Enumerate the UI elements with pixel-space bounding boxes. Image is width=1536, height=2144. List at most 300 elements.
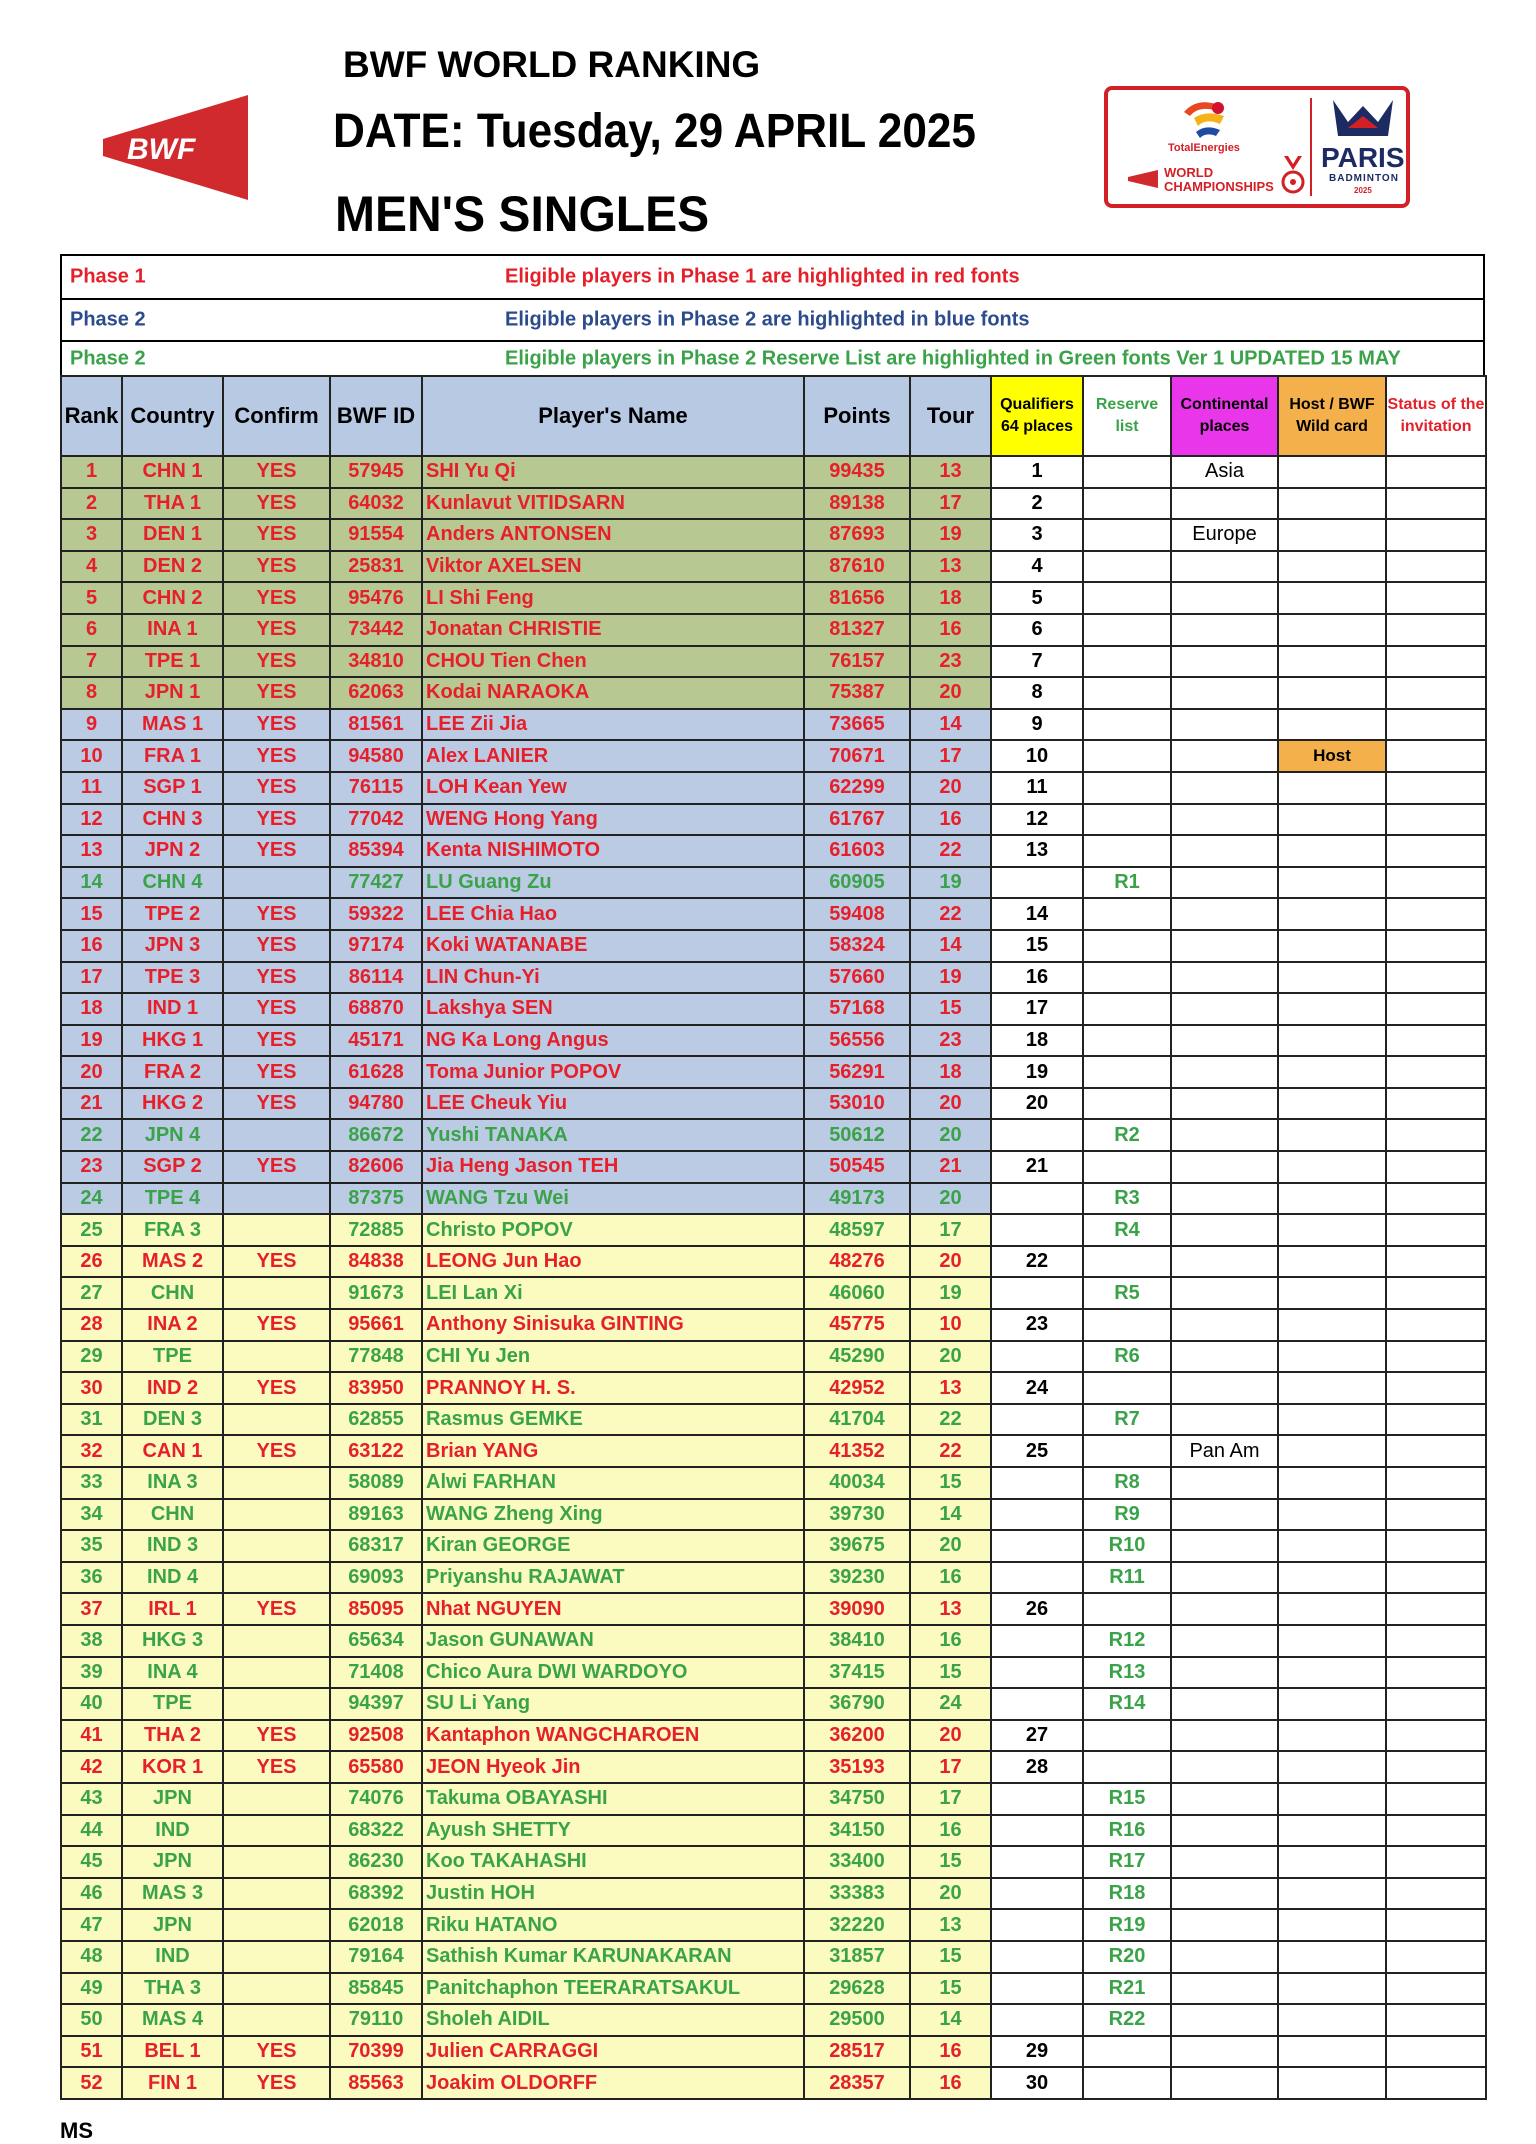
qualifier-place-cell <box>991 1277 1083 1309</box>
tour-cell: 10 <box>910 1309 991 1341</box>
host-wildcard-cell <box>1278 898 1386 930</box>
status-cell <box>1386 1530 1486 1562</box>
continental-place-cell <box>1171 898 1278 930</box>
country-cell: MAS 4 <box>122 2004 223 2036</box>
rank-cell: 41 <box>61 1720 122 1752</box>
qualifier-place-cell: 16 <box>991 962 1083 994</box>
confirm-cell <box>223 1657 330 1689</box>
tour-cell: 15 <box>910 1467 991 1499</box>
player-name-cell: Rasmus GEMKE <box>422 1404 804 1436</box>
table-row <box>61 1657 1486 1689</box>
host-wildcard-cell <box>1278 1562 1386 1594</box>
rank-cell: 39 <box>61 1657 122 1689</box>
table-row <box>61 1183 1486 1215</box>
host-wildcard-cell <box>1278 1151 1386 1183</box>
tour-cell: 16 <box>910 804 991 836</box>
qualifier-place-cell <box>991 867 1083 899</box>
reserve-place-cell <box>1083 551 1171 583</box>
championships-line1: WORLD <box>1164 165 1214 180</box>
country-cell: MAS 2 <box>122 1246 223 1278</box>
country-cell: THA 2 <box>122 1720 223 1752</box>
reserve-place-cell: R3 <box>1083 1183 1171 1215</box>
rank-cell: 17 <box>61 962 122 994</box>
tour-cell: 20 <box>910 1530 991 1562</box>
sport-name: BADMINTON <box>1329 173 1399 184</box>
host-wildcard-cell: Host <box>1278 740 1386 772</box>
rank-cell: 21 <box>61 1088 122 1120</box>
continental-place-cell <box>1171 1909 1278 1941</box>
status-cell <box>1386 993 1486 1025</box>
tour-cell: 24 <box>910 1688 991 1720</box>
host-wildcard-cell <box>1278 456 1386 488</box>
tour-cell: 22 <box>910 1404 991 1436</box>
host-wildcard-cell <box>1278 677 1386 709</box>
host-wildcard-cell <box>1278 930 1386 962</box>
qualifier-place-cell: 6 <box>991 614 1083 646</box>
player-name-cell: Christo POPOV <box>422 1214 804 1246</box>
bwf-id-cell: 70399 <box>330 2036 422 2068</box>
tour-cell: 19 <box>910 962 991 994</box>
bwf-id-cell: 82606 <box>330 1151 422 1183</box>
bwf-id-cell: 81561 <box>330 709 422 741</box>
status-cell <box>1386 1815 1486 1847</box>
reserve-place-cell <box>1083 930 1171 962</box>
country-cell: HKG 3 <box>122 1625 223 1657</box>
reserve-place-cell: R20 <box>1083 1941 1171 1973</box>
qualifier-place-cell <box>991 1973 1083 2005</box>
reserve-place-cell: R9 <box>1083 1499 1171 1531</box>
points-cell: 48276 <box>804 1246 910 1278</box>
host-wildcard-cell <box>1278 1846 1386 1878</box>
continental-place-cell <box>1171 930 1278 962</box>
col-player-name: Player's Name <box>422 376 804 456</box>
qualifier-place-cell: 27 <box>991 1720 1083 1752</box>
player-name-cell: Brian YANG <box>422 1435 804 1467</box>
player-name-cell: Justin HOH <box>422 1878 804 1910</box>
country-cell: SGP 2 <box>122 1151 223 1183</box>
championships-logo <box>1104 86 1410 208</box>
table-row <box>61 1404 1486 1436</box>
reserve-place-cell: R4 <box>1083 1214 1171 1246</box>
continental-place-cell <box>1171 1720 1278 1752</box>
host-wildcard-cell <box>1278 1088 1386 1120</box>
reserve-place-cell <box>1083 646 1171 678</box>
confirm-cell <box>223 867 330 899</box>
continental-place-cell <box>1171 1056 1278 1088</box>
reserve-place-cell <box>1083 582 1171 614</box>
bwf-id-cell: 68322 <box>330 1815 422 1847</box>
host-wildcard-cell <box>1278 1435 1386 1467</box>
table-row <box>61 646 1486 678</box>
points-cell: 59408 <box>804 898 910 930</box>
bwf-id-cell: 85563 <box>330 2067 422 2099</box>
qualifier-place-cell <box>991 1688 1083 1720</box>
reserve-place-cell <box>1083 614 1171 646</box>
rank-cell: 23 <box>61 1151 122 1183</box>
points-cell: 61603 <box>804 835 910 867</box>
bwf-id-cell: 92508 <box>330 1720 422 1752</box>
continental-place-cell <box>1171 1151 1278 1183</box>
confirm-cell: YES <box>223 962 330 994</box>
country-cell: DEN 3 <box>122 1404 223 1436</box>
confirm-cell: YES <box>223 1151 330 1183</box>
qualifier-place-cell: 4 <box>991 551 1083 583</box>
rank-cell: 48 <box>61 1941 122 1973</box>
points-cell: 31857 <box>804 1941 910 1973</box>
country-cell: INA 3 <box>122 1467 223 1499</box>
bwf-id-cell: 91673 <box>330 1277 422 1309</box>
table-row <box>61 1783 1486 1815</box>
table-row <box>61 1815 1486 1847</box>
continental-place-cell <box>1171 582 1278 614</box>
rank-cell: 50 <box>61 2004 122 2036</box>
tour-cell: 15 <box>910 1657 991 1689</box>
continental-place-cell <box>1171 804 1278 836</box>
reserve-place-cell: R5 <box>1083 1277 1171 1309</box>
continental-place-cell <box>1171 993 1278 1025</box>
continental-place-cell <box>1171 1783 1278 1815</box>
country-cell: JPN 4 <box>122 1119 223 1151</box>
reserve-place-cell <box>1083 1720 1171 1752</box>
country-cell: INA 2 <box>122 1309 223 1341</box>
table-row <box>61 1214 1486 1246</box>
country-cell: INA 4 <box>122 1657 223 1689</box>
points-cell: 39675 <box>804 1530 910 1562</box>
phase1-banner <box>60 254 1485 300</box>
player-name-cell: LEI Lan Xi <box>422 1277 804 1309</box>
player-name-cell: Kantaphon WANGCHAROEN <box>422 1720 804 1752</box>
table-row <box>61 709 1486 741</box>
table-row <box>61 582 1486 614</box>
status-cell <box>1386 772 1486 804</box>
confirm-cell: YES <box>223 1720 330 1752</box>
confirm-cell <box>223 1530 330 1562</box>
host-wildcard-cell <box>1278 582 1386 614</box>
qualifier-place-cell: 24 <box>991 1372 1083 1404</box>
status-cell <box>1386 1277 1486 1309</box>
rank-cell: 42 <box>61 1751 122 1783</box>
table-row <box>61 1846 1486 1878</box>
status-cell <box>1386 709 1486 741</box>
player-name-cell: WENG Hong Yang <box>422 804 804 836</box>
confirm-cell: YES <box>223 1751 330 1783</box>
confirm-cell <box>223 1688 330 1720</box>
country-cell: IND 3 <box>122 1530 223 1562</box>
reserve-place-cell <box>1083 1151 1171 1183</box>
rank-cell: 10 <box>61 740 122 772</box>
qualifier-place-cell: 26 <box>991 1593 1083 1625</box>
player-name-cell: Chico Aura DWI WARDOYO <box>422 1657 804 1689</box>
country-cell: IND <box>122 1815 223 1847</box>
table-row <box>61 1909 1486 1941</box>
player-name-cell: Jia Heng Jason TEH <box>422 1151 804 1183</box>
qualifier-place-cell: 11 <box>991 772 1083 804</box>
country-cell: DEN 1 <box>122 519 223 551</box>
bwf-id-cell: 91554 <box>330 519 422 551</box>
points-cell: 57660 <box>804 962 910 994</box>
points-cell: 46060 <box>804 1277 910 1309</box>
reserve-place-cell <box>1083 1751 1171 1783</box>
table-row <box>61 804 1486 836</box>
points-cell: 62299 <box>804 772 910 804</box>
host-wildcard-cell <box>1278 1941 1386 1973</box>
player-name-cell: Toma Junior POPOV <box>422 1056 804 1088</box>
rank-cell: 16 <box>61 930 122 962</box>
table-row <box>61 1246 1486 1278</box>
country-cell: JPN <box>122 1846 223 1878</box>
points-cell: 32220 <box>804 1909 910 1941</box>
confirm-cell <box>223 1909 330 1941</box>
bwf-id-cell: 83950 <box>330 1372 422 1404</box>
tour-cell: 22 <box>910 1435 991 1467</box>
confirm-cell: YES <box>223 1025 330 1057</box>
confirm-cell: YES <box>223 677 330 709</box>
status-cell <box>1386 551 1486 583</box>
points-cell: 87610 <box>804 551 910 583</box>
rank-cell: 37 <box>61 1593 122 1625</box>
qualifier-place-cell: 9 <box>991 709 1083 741</box>
continental-place-cell <box>1171 1341 1278 1373</box>
points-cell: 35193 <box>804 1751 910 1783</box>
rank-cell: 27 <box>61 1277 122 1309</box>
host-wildcard-cell <box>1278 1657 1386 1689</box>
confirm-cell <box>223 1878 330 1910</box>
country-cell: FRA 3 <box>122 1214 223 1246</box>
medal-icon <box>1278 156 1308 196</box>
table-row <box>61 740 1486 772</box>
table-row <box>61 993 1486 1025</box>
bwf-id-cell: 61628 <box>330 1056 422 1088</box>
status-cell <box>1386 519 1486 551</box>
col-status: Status of the invitation <box>1386 376 1486 456</box>
qualifier-place-cell: 8 <box>991 677 1083 709</box>
bwf-id-cell: 94780 <box>330 1088 422 1120</box>
reserve-place-cell <box>1083 488 1171 520</box>
rank-cell: 2 <box>61 488 122 520</box>
continental-place-cell <box>1171 1973 1278 2005</box>
player-name-cell: Ayush SHETTY <box>422 1815 804 1847</box>
bwf-id-cell: 79164 <box>330 1941 422 1973</box>
bwf-id-cell: 77427 <box>330 867 422 899</box>
tour-cell: 15 <box>910 1941 991 1973</box>
rank-cell: 45 <box>61 1846 122 1878</box>
status-cell <box>1386 1562 1486 1594</box>
table-row <box>61 1467 1486 1499</box>
tour-cell: 20 <box>910 1183 991 1215</box>
bwf-id-cell: 85394 <box>330 835 422 867</box>
rank-cell: 29 <box>61 1341 122 1373</box>
points-cell: 75387 <box>804 677 910 709</box>
player-name-cell: LI Shi Feng <box>422 582 804 614</box>
status-cell <box>1386 1720 1486 1752</box>
country-cell: MAS 1 <box>122 709 223 741</box>
tour-cell: 22 <box>910 898 991 930</box>
bwf-id-cell: 74076 <box>330 1783 422 1815</box>
qualifier-place-cell: 13 <box>991 835 1083 867</box>
rank-cell: 5 <box>61 582 122 614</box>
rank-cell: 12 <box>61 804 122 836</box>
bwf-id-cell: 79110 <box>330 2004 422 2036</box>
host-wildcard-cell <box>1278 1530 1386 1562</box>
tour-cell: 22 <box>910 835 991 867</box>
country-cell: INA 1 <box>122 614 223 646</box>
reserve-place-cell: R17 <box>1083 1846 1171 1878</box>
points-cell: 34750 <box>804 1783 910 1815</box>
confirm-cell: YES <box>223 835 330 867</box>
reserve-place-cell <box>1083 456 1171 488</box>
confirm-cell: YES <box>223 614 330 646</box>
reserve-place-cell <box>1083 835 1171 867</box>
host-wildcard-cell <box>1278 867 1386 899</box>
continental-place-cell <box>1171 646 1278 678</box>
bwf-id-cell: 57945 <box>330 456 422 488</box>
confirm-cell: YES <box>223 2067 330 2099</box>
continental-place-cell <box>1171 1372 1278 1404</box>
confirm-cell: YES <box>223 993 330 1025</box>
country-cell: TPE <box>122 1341 223 1373</box>
host-wildcard-cell <box>1278 2067 1386 2099</box>
rank-cell: 30 <box>61 1372 122 1404</box>
tour-cell: 20 <box>910 677 991 709</box>
reserve-place-cell <box>1083 772 1171 804</box>
country-cell: JPN <box>122 1783 223 1815</box>
status-cell <box>1386 740 1486 772</box>
table-row <box>61 551 1486 583</box>
qualifier-place-cell: 3 <box>991 519 1083 551</box>
points-cell: 89138 <box>804 488 910 520</box>
qualifier-place-cell: 15 <box>991 930 1083 962</box>
country-cell: KOR 1 <box>122 1751 223 1783</box>
tour-cell: 18 <box>910 582 991 614</box>
country-cell: IND 4 <box>122 1562 223 1594</box>
tour-cell: 23 <box>910 646 991 678</box>
bwf-id-cell: 94397 <box>330 1688 422 1720</box>
player-name-cell: Kodai NARAOKA <box>422 677 804 709</box>
rank-cell: 3 <box>61 519 122 551</box>
tour-cell: 19 <box>910 1277 991 1309</box>
rank-cell: 49 <box>61 1973 122 2005</box>
status-cell <box>1386 898 1486 930</box>
player-name-cell: LEE Zii Jia <box>422 709 804 741</box>
table-row <box>61 867 1486 899</box>
country-cell: TPE 3 <box>122 962 223 994</box>
col-bwf-id: BWF ID <box>330 376 422 456</box>
confirm-cell <box>223 1499 330 1531</box>
host-wildcard-cell <box>1278 1783 1386 1815</box>
bwf-id-cell: 58089 <box>330 1467 422 1499</box>
status-cell <box>1386 1025 1486 1057</box>
table-row <box>61 519 1486 551</box>
bwf-id-cell: 65580 <box>330 1751 422 1783</box>
table-row <box>61 1593 1486 1625</box>
bwf-id-cell: 77848 <box>330 1341 422 1373</box>
continental-place-cell <box>1171 1625 1278 1657</box>
host-wildcard-cell <box>1278 1909 1386 1941</box>
table-row <box>61 2036 1486 2068</box>
col-points: Points <box>804 376 910 456</box>
table-row <box>61 1119 1486 1151</box>
continental-place-cell <box>1171 1246 1278 1278</box>
status-cell <box>1386 2004 1486 2036</box>
continental-place-cell <box>1171 1878 1278 1910</box>
host-wildcard-cell <box>1278 1973 1386 2005</box>
reserve-place-cell <box>1083 1372 1171 1404</box>
points-cell: 50545 <box>804 1151 910 1183</box>
table-row <box>61 1688 1486 1720</box>
host-wildcard-cell <box>1278 1056 1386 1088</box>
confirm-cell: YES <box>223 488 330 520</box>
bwf-id-cell: 84838 <box>330 1246 422 1278</box>
reserve-place-cell <box>1083 1593 1171 1625</box>
confirm-cell: YES <box>223 646 330 678</box>
reserve-place-cell <box>1083 898 1171 930</box>
confirm-cell: YES <box>223 898 330 930</box>
phase-description: Eligible players in Phase 1 are highlighted in red fonts <box>505 265 1020 288</box>
continental-place-cell <box>1171 1941 1278 1973</box>
bwf-mini-icon <box>1128 170 1158 188</box>
continental-place-cell <box>1171 1088 1278 1120</box>
reserve-place-cell <box>1083 2067 1171 2099</box>
host-wildcard-cell <box>1278 2004 1386 2036</box>
confirm-cell: YES <box>223 2036 330 2068</box>
ranking-date: DATE: Tuesday, 29 APRIL 2025 <box>333 105 976 158</box>
points-cell: 40034 <box>804 1467 910 1499</box>
table-row <box>61 1562 1486 1594</box>
continental-place-cell <box>1171 551 1278 583</box>
status-cell <box>1386 1688 1486 1720</box>
host-wildcard-cell <box>1278 1246 1386 1278</box>
logo-divider <box>1310 98 1312 196</box>
rank-cell: 51 <box>61 2036 122 2068</box>
tour-cell: 18 <box>910 1056 991 1088</box>
continental-place-cell <box>1171 740 1278 772</box>
championships-line2: CHAMPIONSHIPS <box>1164 179 1274 194</box>
rank-cell: 13 <box>61 835 122 867</box>
rank-cell: 43 <box>61 1783 122 1815</box>
bwf-id-cell: 71408 <box>330 1657 422 1689</box>
country-cell: CAN 1 <box>122 1435 223 1467</box>
qualifier-place-cell: 2 <box>991 488 1083 520</box>
continental-place-cell <box>1171 2036 1278 2068</box>
continental-place-cell <box>1171 1309 1278 1341</box>
country-cell: CHN 3 <box>122 804 223 836</box>
player-name-cell: Priyanshu RAJAWAT <box>422 1562 804 1594</box>
player-name-cell: LEONG Jun Hao <box>422 1246 804 1278</box>
bwf-id-cell: 59322 <box>330 898 422 930</box>
player-name-cell: Yushi TANAKA <box>422 1119 804 1151</box>
status-cell <box>1386 1246 1486 1278</box>
confirm-cell: YES <box>223 1435 330 1467</box>
confirm-cell: YES <box>223 772 330 804</box>
status-cell <box>1386 1467 1486 1499</box>
confirm-cell: YES <box>223 551 330 583</box>
host-wildcard-cell <box>1278 551 1386 583</box>
tour-cell: 14 <box>910 2004 991 2036</box>
country-cell: IRL 1 <box>122 1593 223 1625</box>
status-cell <box>1386 1214 1486 1246</box>
points-cell: 41352 <box>804 1435 910 1467</box>
points-cell: 81656 <box>804 582 910 614</box>
qualifier-place-cell <box>991 1657 1083 1689</box>
player-name-cell: Anders ANTONSEN <box>422 519 804 551</box>
confirm-cell <box>223 1214 330 1246</box>
reserve-place-cell: R21 <box>1083 1973 1171 2005</box>
col-reserve: Reserve list <box>1083 376 1171 456</box>
tour-cell: 21 <box>910 1151 991 1183</box>
host-wildcard-cell <box>1278 1372 1386 1404</box>
host-wildcard-cell <box>1278 1404 1386 1436</box>
status-cell <box>1386 1593 1486 1625</box>
